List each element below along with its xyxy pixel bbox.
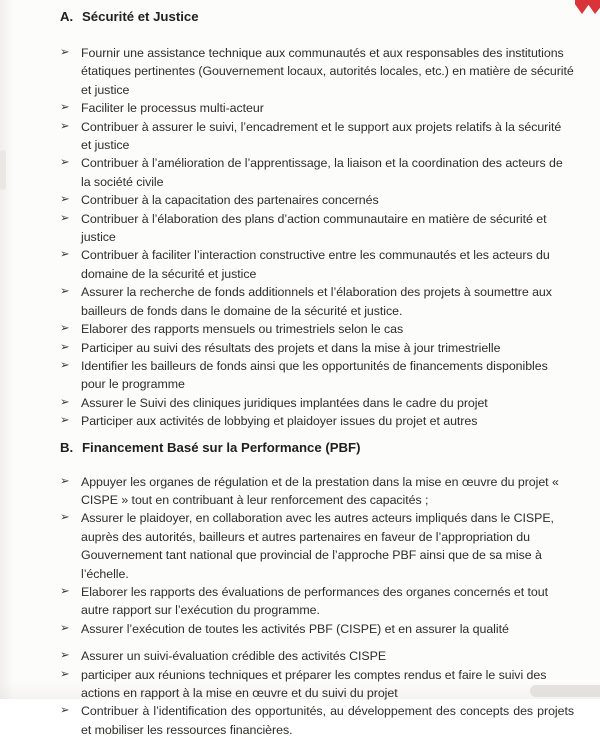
list-item xyxy=(60,339,574,357)
scan-artifact xyxy=(0,150,6,190)
section-heading xyxy=(60,8,574,26)
arrow-bullet-icon: ➢ xyxy=(60,704,70,717)
arrow-bullet-icon: ➢ xyxy=(60,511,70,524)
list-item xyxy=(60,191,574,209)
list-item-text: Assurer un suivi-évaluation crédible des activités CISPE xyxy=(81,649,387,664)
arrow-bullet-icon: ➢ xyxy=(60,101,70,114)
arrow-bullet-icon: ➢ xyxy=(60,248,70,261)
document-body xyxy=(60,8,574,739)
list-item-text: Participer au suivi des résultats des projets et dans la mise à jour trimestrielle xyxy=(81,340,501,355)
list-item xyxy=(60,357,574,394)
list-item-text: Faciliter le processus multi-acteur xyxy=(81,101,264,116)
arrow-bullet-icon: ➢ xyxy=(60,668,70,681)
arrow-bullet-icon: ➢ xyxy=(60,622,70,635)
list-item-text: Elaborer les rapports des évaluations de performances des organes concernés et tout autre rapport sur l’exécution du programme. xyxy=(81,584,548,618)
red-corner-ribbon-icon xyxy=(575,0,600,14)
list-item xyxy=(60,583,574,620)
section-title: Sécurité et Justice xyxy=(82,9,199,24)
arrow-bullet-icon: ➢ xyxy=(60,414,70,427)
arrow-bullet-icon: ➢ xyxy=(60,212,70,225)
list-item xyxy=(60,44,574,99)
arrow-bullet-icon: ➢ xyxy=(60,285,70,298)
list-item xyxy=(60,246,574,283)
arrow-bullet-icon: ➢ xyxy=(60,156,70,169)
list-item xyxy=(60,154,574,191)
arrow-bullet-icon: ➢ xyxy=(60,46,70,59)
arrow-bullet-icon: ➢ xyxy=(60,193,70,206)
list-item-text: Contribuer à l’identification des opportunités, au développement des concepts des projets et mobiliser les ressources financières. xyxy=(81,704,574,737)
list-item xyxy=(60,394,574,412)
list-item-text: Assurer la recherche de fonds additionnels et l’élaboration des projets à soumettre aux bailleurs de fonds dans le domaine de la sécurité et justice. xyxy=(81,285,552,318)
arrow-bullet-icon: ➢ xyxy=(60,322,70,335)
list-item-text: Assurer l’exécution de toutes les activités PBF (CISPE) et en assurer la qualité xyxy=(81,621,509,636)
list-item xyxy=(60,210,574,247)
section-label: A. xyxy=(60,9,74,24)
list-item xyxy=(60,412,574,430)
list-item-text: Contribuer à la capacitation des partenaires concernés xyxy=(81,193,379,208)
arrow-bullet-icon: ➢ xyxy=(60,120,70,133)
section-label: B. xyxy=(60,439,74,455)
list-item xyxy=(60,118,574,155)
section-title: Financement Basé sur la Performance (PBF) xyxy=(82,439,361,455)
arrow-bullet-icon: ➢ xyxy=(60,585,70,598)
list-item xyxy=(60,666,574,703)
list-item-text: Contribuer à assurer le suivi, l’encadrement et le support aux projets relatifs à la sécurité et justice xyxy=(81,119,562,153)
list-item-text: Identifier les bailleurs de fonds ainsi que les opportunités de financements disponibles pour le programme xyxy=(81,358,548,392)
section-heading xyxy=(60,439,574,457)
list-item xyxy=(60,620,574,638)
list-item-text: Contribuer à faciliter l’interaction constructive entre les communautés et les acteurs du domaine de la sécurité et justice xyxy=(81,248,550,281)
list-item-text: Appuyer les organes de régulation et de la prestation dans la mise en œuvre du projet « CISPE » tout en contribuant à leur renforcement des capacités ; xyxy=(81,474,559,507)
list-item xyxy=(60,647,574,665)
list-item-text: Fournir une assistance technique aux communautés et aux responsables des institutions étatiques pertinentes (Gouvernement locaux, autorités locales, etc.) en matière de sécurité et justice xyxy=(81,46,574,97)
list-item-text: participer aux réunions techniques et préparer les comptes rendus et faire le suivi des actions en rapport à la mise en œuvre et du suivi du projet xyxy=(81,667,547,700)
list-item xyxy=(60,702,574,739)
list-item-text: Participer aux activités de lobbying et plaidoyer issues du projet et autres xyxy=(81,414,478,429)
arrow-bullet-icon: ➢ xyxy=(60,359,70,372)
arrow-bullet-icon: ➢ xyxy=(60,396,70,409)
list-item-text: Assurer le Suivi des cliniques juridiques implantées dans le cadre du projet xyxy=(81,395,488,410)
arrow-bullet-icon: ➢ xyxy=(60,475,70,488)
list-item-text: Assurer le plaidoyer, en collaboration avec les autres acteurs impliqués dans le CISPE, auprès des autorités, bailleurs et autres partenaires en faveur de l’appropriation du Gouvernement tant national que provincial de l’approche PBF ainsi que de sa mise à l’échelle. xyxy=(81,511,554,581)
arrow-bullet-icon: ➢ xyxy=(60,649,70,662)
scan-artifact xyxy=(530,685,600,697)
list-item xyxy=(60,283,574,320)
list-item-text: Elaborer des rapports mensuels ou trimestriels selon le cas xyxy=(81,322,404,337)
list-item-text: Contribuer à l’amélioration de l’apprentissage, la liaison et la coordination des acteurs de la société civile xyxy=(81,156,563,189)
list-item xyxy=(60,473,574,510)
list-item-text: Contribuer à l’élaboration des plans d’action communautaire en matière de sécurité et justice xyxy=(81,211,547,245)
list-item xyxy=(60,320,574,338)
arrow-bullet-icon: ➢ xyxy=(60,341,70,353)
list-item xyxy=(60,509,574,583)
list-item xyxy=(60,99,574,117)
